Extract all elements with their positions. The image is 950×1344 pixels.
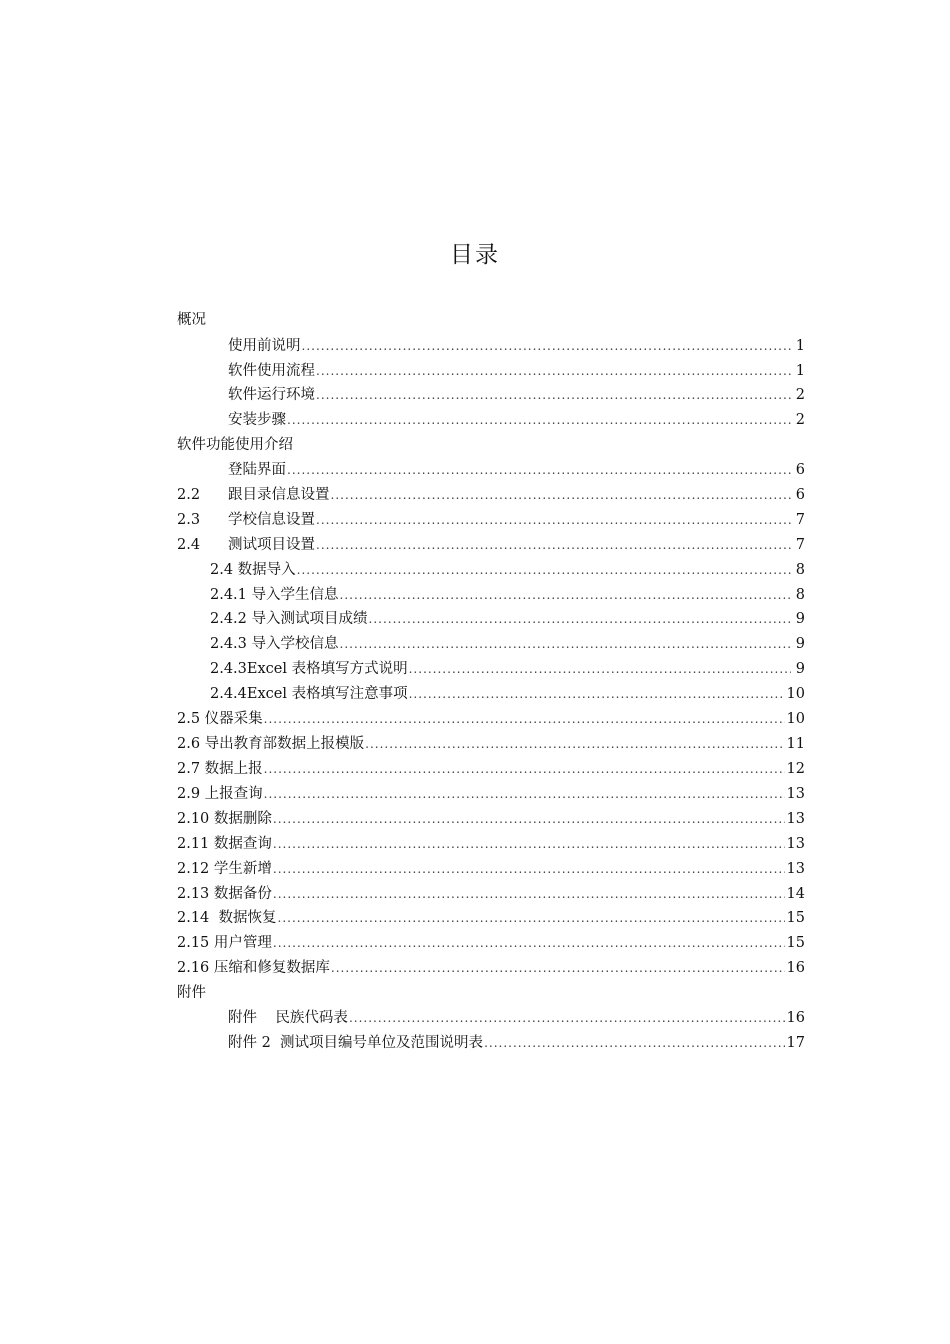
toc-entry[interactable]: [210, 682, 805, 706]
toc-entry-label: 登陆界面: [228, 462, 286, 478]
toc-entry-label: 2.7 数据上报: [177, 761, 263, 777]
toc-entry-label: 2.10 数据删除: [177, 811, 272, 827]
toc-heading-label: 软件功能使用介绍: [177, 437, 293, 453]
toc-dot-leader: [264, 782, 785, 806]
toc-dot-leader: [340, 583, 791, 607]
toc-entry[interactable]: [177, 732, 805, 756]
toc-entry[interactable]: [228, 408, 805, 432]
toc-entry-label: 软件使用流程: [228, 363, 315, 379]
toc-dot-leader: [264, 707, 785, 731]
toc-dot-leader: [409, 682, 785, 706]
toc-page-number: 6: [795, 462, 805, 478]
toc-page-number: 8: [795, 587, 805, 603]
toc-page-number: 10: [786, 686, 805, 702]
toc-page-number: 13: [786, 836, 805, 852]
toc-dot-leader: [316, 359, 791, 383]
toc-dot-leader: [273, 931, 785, 955]
toc-dot-leader: [340, 632, 791, 656]
toc-entry-label: 2.13 数据备份: [177, 886, 272, 902]
toc-dot-leader: [349, 1006, 785, 1030]
toc-dot-leader: [302, 334, 792, 358]
toc-dot-leader: [287, 408, 791, 432]
toc-dot-leader: [409, 657, 791, 681]
toc-entry[interactable]: [210, 607, 805, 631]
toc-entry-label: 2.4.2 导入测试项目成绩: [210, 611, 368, 627]
toc-page-number: 9: [795, 636, 805, 652]
toc-entry-label: 安装步骤: [228, 412, 286, 428]
toc-entry[interactable]: [177, 707, 805, 731]
toc-entry-label: 2.4 数据导入: [210, 562, 296, 578]
toc-section-number: 2.4: [177, 537, 201, 553]
toc-entry-label: 2.9 上报查询: [177, 786, 263, 802]
toc-entry[interactable]: [228, 359, 805, 383]
toc-dot-leader: [273, 857, 785, 881]
toc-page-number: 8: [795, 562, 805, 578]
toc-dot-leader: [365, 732, 784, 756]
toc-dot-leader: [331, 956, 785, 980]
toc-entry-label: 2.15 用户管理: [177, 935, 272, 951]
toc-section-number: 2.2: [177, 487, 201, 503]
toc-entry[interactable]: [228, 383, 805, 407]
toc-heading-features[interactable]: [177, 433, 293, 457]
toc-page-number: 2: [795, 412, 805, 428]
toc-entry[interactable]: [177, 533, 805, 557]
toc-page-number: 17: [786, 1035, 805, 1051]
toc-entry[interactable]: [177, 832, 805, 856]
toc-page-number: 1: [795, 338, 805, 354]
toc-entry[interactable]: [177, 857, 805, 881]
toc-entry-label: 2.14 数据恢复: [177, 910, 277, 926]
toc-page-number: 14: [786, 886, 805, 902]
toc-page-number: 7: [795, 537, 805, 553]
toc-entry[interactable]: [210, 657, 805, 681]
toc-entry[interactable]: [228, 1031, 805, 1055]
toc-page-number: 15: [786, 935, 805, 951]
toc-entry[interactable]: [210, 558, 805, 582]
toc-dot-leader: [369, 607, 791, 631]
toc-entry-label: 软件运行环境: [228, 387, 315, 403]
page-title: 目录: [450, 242, 500, 268]
toc-dot-leader: [316, 508, 791, 532]
toc-dot-leader: [273, 882, 785, 906]
toc-entry[interactable]: [177, 508, 805, 532]
toc-entry-label: 2.4.3 导入学校信息: [210, 636, 339, 652]
toc-dot-leader: [264, 757, 785, 781]
toc-entry-label: 2.4.3Excel 表格填写方式说明: [210, 661, 408, 677]
toc-entry[interactable]: [210, 632, 805, 656]
toc-page-number: 13: [786, 861, 805, 877]
toc-page-number: 15: [786, 910, 805, 926]
toc-dot-leader: [273, 832, 785, 856]
toc-entry-label: 跟目录信息设置: [228, 487, 330, 503]
toc-entry[interactable]: [228, 458, 805, 482]
toc-entry[interactable]: [228, 334, 805, 358]
toc-entry[interactable]: [210, 583, 805, 607]
toc-page-number: 2: [795, 387, 805, 403]
toc-entry[interactable]: [177, 956, 805, 980]
toc-page-number: 9: [795, 661, 805, 677]
toc-entry-label: 2.5 仪器采集: [177, 711, 263, 727]
toc-page-number: 13: [786, 811, 805, 827]
toc-entry-label: 2.4.4Excel 表格填写注意事项: [210, 686, 408, 702]
toc-dot-leader: [287, 458, 791, 482]
toc-dot-leader: [273, 807, 785, 831]
toc-page-number: 11: [786, 736, 805, 752]
toc-entry-label: 测试项目设置: [228, 537, 315, 553]
toc-page-number: 13: [786, 786, 805, 802]
toc-entry[interactable]: [177, 906, 805, 930]
toc-entry-label: 2.6 导出教育部数据上报模版: [177, 736, 365, 752]
toc-entry-label: 2.11 数据查询: [177, 836, 272, 852]
toc-heading-label: 附件: [177, 985, 206, 1001]
toc-entry-label: 2.12 学生新增: [177, 861, 272, 877]
toc-dot-leader: [484, 1031, 784, 1055]
toc-entry[interactable]: [177, 931, 805, 955]
toc-page-number: 9: [795, 611, 805, 627]
toc-section-number: 2.3: [177, 512, 201, 528]
toc-entry-label: 附件 2 测试项目编号单位及范围说明表: [228, 1035, 484, 1051]
toc-heading-overview[interactable]: [177, 308, 206, 332]
toc-heading-appendix[interactable]: [177, 981, 206, 1005]
toc-page-number: 10: [786, 711, 805, 727]
toc-entry[interactable]: [177, 757, 805, 781]
toc-entry[interactable]: [177, 483, 805, 507]
toc-page-number: 7: [795, 512, 805, 528]
toc-entry[interactable]: [177, 882, 805, 906]
toc-page-number: 16: [786, 1010, 805, 1026]
toc-page-number: 1: [795, 363, 805, 379]
toc-page-number: 16: [786, 960, 805, 976]
toc-heading-label: 概况: [177, 312, 206, 328]
toc-page-number: 12: [786, 761, 805, 777]
toc-dot-leader: [316, 533, 791, 557]
toc-entry-label: 2.4.1 导入学生信息: [210, 587, 339, 603]
toc-dot-leader: [331, 483, 792, 507]
toc-entry-label: 附件 民族代码表: [228, 1010, 348, 1026]
toc-dot-leader: [297, 558, 791, 582]
toc-entry-label: 使用前说明: [228, 338, 301, 354]
toc-entry[interactable]: [177, 807, 805, 831]
toc-entry[interactable]: [177, 782, 805, 806]
toc-dot-leader: [316, 383, 791, 407]
toc-entry-label: 学校信息设置: [228, 512, 315, 528]
toc-dot-leader: [278, 906, 785, 930]
toc-entry-label: 2.16 压缩和修复数据库: [177, 960, 330, 976]
toc-page-number: 6: [795, 487, 805, 503]
toc-entry[interactable]: [228, 1006, 805, 1030]
